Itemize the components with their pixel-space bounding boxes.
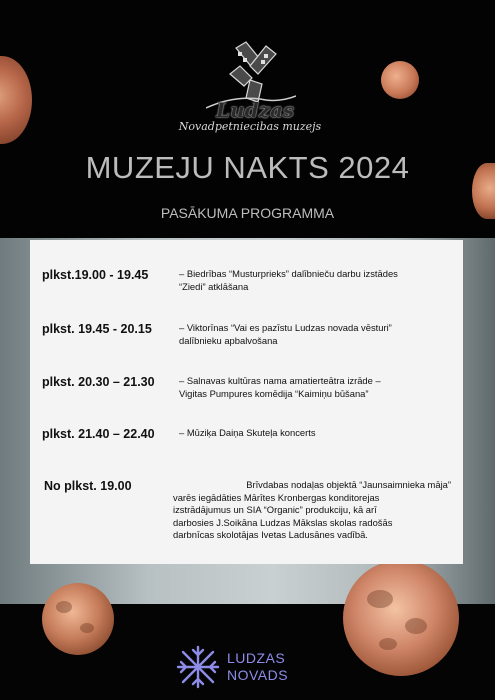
moon-image <box>343 560 459 676</box>
program-description: – Salnavas kultūras nama amatierteātra izrāde – Vigitas Pumpures komēdija “Kaimiņu būšana” <box>179 375 381 399</box>
program-description: Brīvdabas nodaļas objektā “Jaunsaimnieka māja” varēs iegādāties Mārītes Kronbergas konditorejas izstrādājumus un SIA “Organic” produkciju, kā arī darbosies J.Soikāna Ludzas Mākslas skolas radošās darbnīcas skolotājas Ivetas Ladusānes vadībā. <box>173 479 451 540</box>
moon-image <box>381 61 419 99</box>
moon-image <box>42 583 114 655</box>
page-subtitle: PASĀKUMA PROGRAMMA <box>160 205 335 221</box>
page-title: MUZEJU NAKTS 2024 <box>85 150 410 185</box>
program-card <box>30 240 463 564</box>
museum-logo <box>170 40 330 140</box>
ludzas-novads-logo <box>175 644 335 688</box>
logo-wordmark: Ludzas <box>216 98 295 122</box>
program-time: No plkst. 19.00 <box>44 479 132 493</box>
logo-subtitle: Novadpetniecibas muzejs <box>178 120 322 133</box>
brand-line2: NOVADS <box>227 667 289 683</box>
brand-line1: LUDZAS <box>227 650 286 666</box>
program-time: plkst. 19.45 - 20.15 <box>42 322 152 336</box>
program-time: plkst. 21.40 – 22.40 <box>42 427 155 441</box>
program-description: – Mūziķa Daiņa Skuteļa koncerts <box>179 427 316 438</box>
program-time: plkst. 20.30 – 21.30 <box>42 375 155 389</box>
program-description: – Biedrības “Musturprieks” dalībnieču darbu izstādes “Ziedi” atklāšana <box>179 268 398 292</box>
program-description: – Viktorīnas “Vai es pazīstu Ludzas novada vēsturi” dalībnieku apbalvošana <box>179 322 392 346</box>
program-time: plkst.19.00 - 19.45 <box>42 268 149 282</box>
snowflake-logo-icon <box>175 644 221 690</box>
